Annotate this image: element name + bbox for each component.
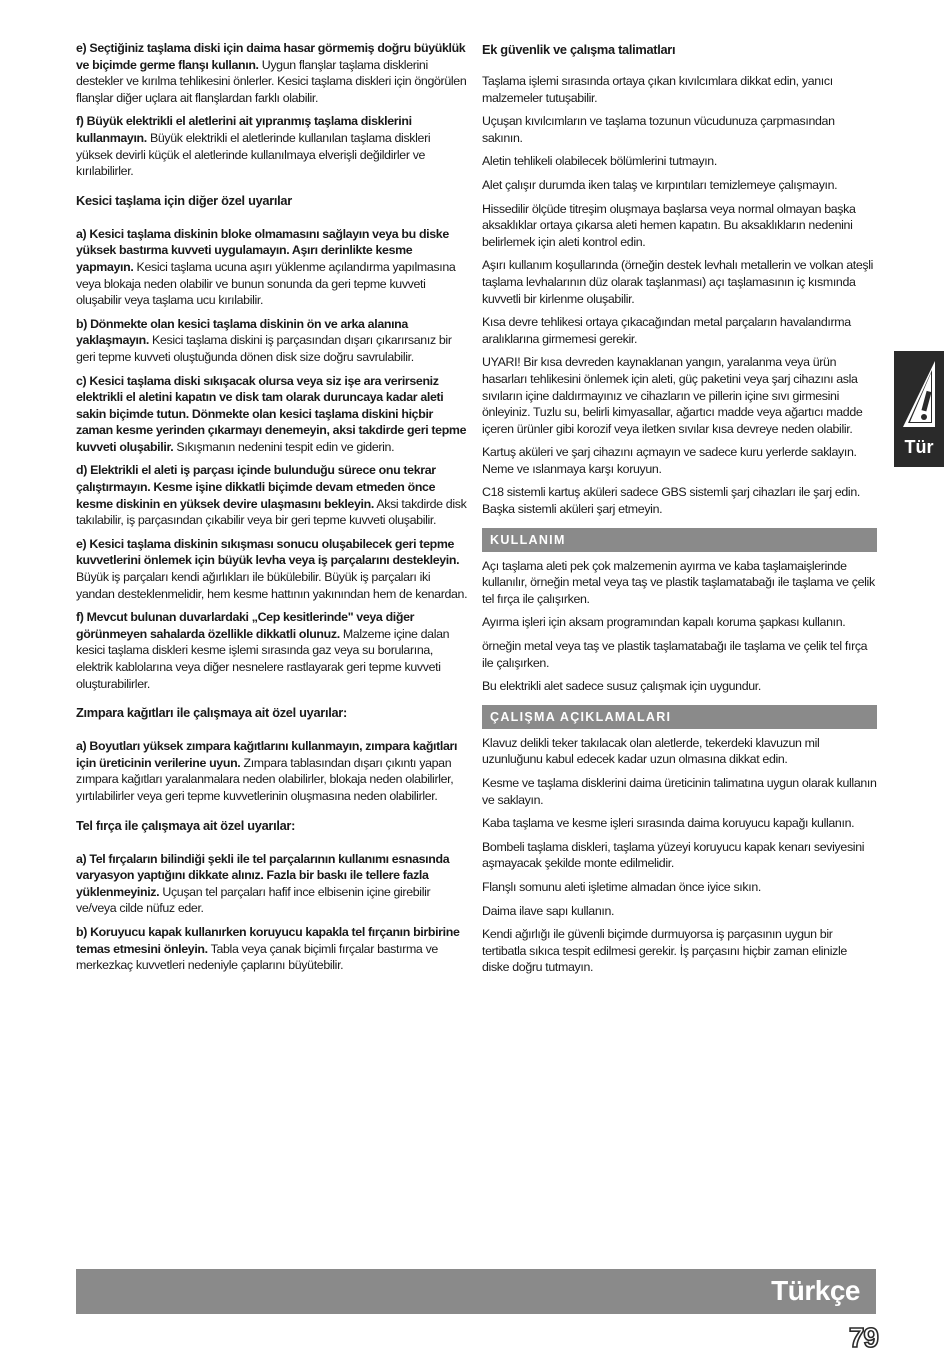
ek-item: Kısa devre tehlikesi ortaya çıkacağından metal parçaların havalandırma aralıklarına girmemesi gerekir. [482, 315, 851, 346]
ek-item: Aletin tehlikeli olabilecek bölümlerini tutmayın. [482, 154, 717, 169]
tel-b [76, 924, 468, 974]
page-number: 79 [848, 1322, 878, 1353]
ek-item: Aşırı kullanım koşullarında (örneğin destek levhalı metallerin ve volkan ateşli taşlama levhalarının düz olarak taşlanması) açı taşlamasının iç kısmında kuvvetli bir kirlenme oluşabilir. [482, 258, 874, 306]
kesici-f [76, 609, 468, 692]
kesici-d [76, 462, 468, 528]
zimpara-a-bold: a) Boyutları yüksek zımpara kağıtlarını kullanmayın, zımpara kağıtları için üreticinin verilerine uyun. [76, 739, 458, 770]
kesici-d-text: Aksi takdirde disk takılabilir, iş parçasından çıkabilir veya bir geri tepme kuvveti oluşabilir. [76, 496, 467, 528]
zimpara-heading: Zımpara kağıtları ile çalışmaya ait özel uyarılar: [76, 705, 347, 721]
ek-item: UYARI! Bir kısa devreden kaynaklanan yangın, yaralanma veya ürün hasarları tehlikesini önlemek için aleti, güç paketini veya şarj cihazını asla sıvıların içine daldırmayınız ve cihazların ve pillerin içine sıvı girmesini önleyiniz. Tuzlu su, belirli kimyasallar, ağartıcı madde veya ağartıcı madde içeren ürünler gibi korozif veya iletken sıvılar kısa devreye neden olabilir. [482, 355, 863, 436]
ek-item: Alet çalışır durumda iken talaş ve kırpıntıları temizlemeye çalışmayın. [482, 177, 838, 192]
paragraph-e-bold: e) Seçtiğiniz taşlama diski için daima hasar görmemiş doğru büyüklük ve biçimde germe flanşı kullanın. [76, 41, 466, 72]
calisma-item: Flanşlı somunu aleti işletime almadan önce iyice sıkın. [482, 879, 761, 894]
kesici-b [76, 316, 468, 366]
kesici-e-bold: e) Kesici taşlama diskinin sıkışması sonucu oluşabilecek geri tepme kuvvetlerini önlemek için büyük levha veya iş parçalarını destekleyin. [76, 536, 460, 568]
kesici-a [76, 226, 468, 309]
kesici-f-bold: f) Mevcut bulunan duvarlardaki „Cep kesitlerinde" veya diğer görünmeyen sahalarda özellikle dikkatli olunuz. [76, 610, 415, 641]
kesici-a-bold: a) Kesici taşlama diskinin bloke olmamasını sağlayın veya bu diske yüksek bastırma kuvveti uygulamayın. Aşırı derinlikte kesme yapmayın. [76, 226, 449, 274]
paragraph-e [76, 40, 468, 106]
kullanim-item: Açı taşlama aleti pek çok malzemenin ayırma ve kaba taşlamaişlerinde kullanılır, örneğin metal veya taş ve plastik taşlamatabağı ile taşlama ve çelik tel fırça ile çalışırken. [482, 558, 875, 606]
side-tab-label: Tür [904, 437, 934, 457]
calisma-item: Bombeli taşlama diskleri, taşlama yüzeyi koruyucu kapak kenarı seviyesini aşmayacak şekilde monte edilmelidir. [482, 839, 865, 871]
language-side-tab [894, 351, 944, 467]
kesici-e [76, 536, 468, 602]
kesici-heading: Kesici taşlama için diğer özel uyarılar [76, 192, 292, 208]
kullanim-item: Ayırma işleri için aksam programından kapalı koruma şapkası kullanın. [482, 615, 846, 630]
right-column [482, 40, 877, 983]
kesici-e-text: Büyük iş parçaları kendi ağırlıkları ile bükülebilir. Büyük iş parçaları iki yandan desteklenmelidir, hem kesme hattının yakınından hem de kenardan. [76, 570, 468, 601]
calisma-section-bar: ÇALIŞMA AÇIKLAMALARI [482, 705, 877, 729]
tel-b-bold: b) Koruyucu kapak kullanırken koruyucu kapakla tel fırçanın birbirine temas etmesini önleyin. [76, 924, 460, 956]
footer-language-bar [76, 1269, 876, 1314]
kullanim-section-bar: KULLANIM [482, 528, 877, 552]
kullanim-item: Bu elektrikli alet sadece susuz çalışmak için uygundur. [482, 679, 761, 694]
ek-item: C18 sistemli kartuş aküleri sadece GBS sistemli şarj cihazları ile şarj edin. Başka sistemli aküleri şarj etmeyin. [482, 485, 860, 517]
left-column [76, 40, 468, 981]
tel-a-text: Uçuşan tel parçaları hafif ince elbisenin içine girebilir ve/veya cilde nüfuz eder. [76, 884, 431, 916]
paragraph-f-text: Büyük elektrikli el aletlerinde kullanılan taşlama diskleri yüksek devirli küçük el aletlerinde kullanılmaya elverişli değildirler ve kırılabilirler. [76, 130, 431, 179]
paragraph-f-bold: f) Büyük elektrikli el aletlerini ait yıpranmış taşlama disklerini kullanmayın. [76, 114, 412, 145]
kesici-c-text: Sıkışmanın nedenini tespit edin ve giderin. [173, 439, 395, 454]
kesici-d-bold: d) Elektrikli el aleti iş parçası içinde bulunduğu sürece onu tekrar çalıştırmayın. Kesme işine dikkatli biçimde devam etmeden önce kesme diskinin en yüksek devire ulaşmasını bekleyin. [76, 463, 436, 511]
kesici-b-text: Kesici taşlama diskini iş parçasından dışarı çıkarırsanız bir geri tepme kuvveti oluştuğunda dönen disk size doğru savrulabilir. [76, 333, 452, 364]
zimpara-a [76, 738, 468, 804]
tel-a-bold: a) Tel fırçaların bilindiği şekli ile tel parçalarının kullanımı esnasında varyasyon yaptığını dikkate alınız. Fazla bir baskı ile tellere fazla yüklenmeyiniz. [76, 851, 450, 899]
ek-item: Hissedilir ölçüde titreşim oluşmaya başlarsa veya normal olmayan başka aksaklıklar ortaya çıkarsa aleti hemen kapatın. Bu aksaklıkların nedenini belirlemek için aleti kontrol edin. [482, 201, 856, 249]
footer-language-label: Türkçe [771, 1275, 860, 1306]
warning-triangle-icon [899, 357, 939, 434]
calisma-item: Daima ilave sapı kullanın. [482, 903, 615, 918]
calisma-item: Klavuz delikli teker takılacak olan aletlerde, tekerdeki klavuzun mil uzunluğunu kabul edecek kadar uzun olmasına dikkat edin. [482, 735, 820, 767]
calisma-item: Kaba taşlama ve kesme işleri sırasında daima koruyucu kapağı kullanın. [482, 816, 855, 831]
kullanim-item: örneğin metal veya taş ve plastik taşlamatabağı ile taşlama ve çelik tel fırça ile çalışırken. [482, 639, 868, 670]
ek-item: Kartuş aküleri ve şarj cihazını açmayın ve sadece kuru yerlerde saklayın. Neme ve ıslanmaya karşı koruyun. [482, 445, 857, 476]
tel-b-text: Tabla veya çanak biçimli fırçalar bastırma ve merkezkaç kuvvetleri nedeniyle çaplarını büyütebilir. [76, 941, 438, 973]
paragraph-f [76, 113, 468, 179]
paragraph-e-text: Uygun flanşlar taşlama disklerini destekler ve kırılma tehlikesini önlerler. Kesici taşlama diskleri için öngörülen flanşlar diğer uçlara ait flanşlardan farklı olabilir. [76, 57, 467, 105]
kesici-f-text: Malzeme içine dalan kesici taşlama diskleri kesme işlemi sırasında gaz veya su borularına, elektrik kablolarına veya diğer nesnelere rastlayarak geri tepme kuvveti oluşturabilirler. [76, 626, 450, 691]
calisma-item: Kesme ve taşlama disklerini daima üreticinin talimatına uygun olarak kullanın ve saklayın. [482, 776, 877, 807]
ek-item: Uçuşan kıvılcımların ve taşlama tozunun vücudunuza çarpmasından sakının. [482, 114, 835, 145]
kesici-c [76, 373, 468, 456]
zimpara-a-text: Zımpara tablasından dışarı çıkıntı yapan zımpara kağıtları yaralanmalara neden olabilirler, blokaja neden olabilirler, yırtılabilirler veya geri tepme kuvvetlerinin oluşmasına neden olabilirler. [76, 755, 454, 803]
ek-heading: Ek güvenlik ve çalışma talimatları [482, 42, 676, 57]
calisma-item: Kendi ağırlığı ile güvenli biçimde durmuyorsa iş parçasının uygun bir tertibatla sıkıca tespit edilmesi gerekir. İş parçasını hiçbir zaman elinizle diske doğru tutmayın. [482, 927, 847, 975]
kesici-b-bold: b) Dönmekte olan kesici taşlama diskinin ön ve arka alanına yaklaşmayın. [76, 316, 408, 348]
ek-item: Taşlama işlemi sırasında ortaya çıkan kıvılcımlara dikkat edin, yanıcı malzemeler tutuşabilir. [482, 74, 833, 105]
kesici-c-bold: c) Kesici taşlama diski sıkışacak olursa veya siz işe ara verirseniz elektrikli el aletini kapatın ve disk tam olarak duruncaya kadar aleti sakin biçimde tutun. Dönmekte olan kesici taşlama diskini hiçbir zaman kesme yerinden çıkarmayı denemeyin, aksi takdirde geri tepme kuvveti oluşabilir. [76, 373, 467, 454]
tel-a [76, 851, 468, 917]
tel-heading: Tel fırça ile çalışmaya ait özel uyarılar: [76, 817, 296, 833]
kesici-a-text: Kesici taşlama ucuna aşırı yüklenme açılandırma yapılmasına veya blokaja neden olabilir ve bunun sonunda da geri tepme kuvveti oluşabilir veya taşlama ucu kırılabilir. [76, 259, 456, 308]
